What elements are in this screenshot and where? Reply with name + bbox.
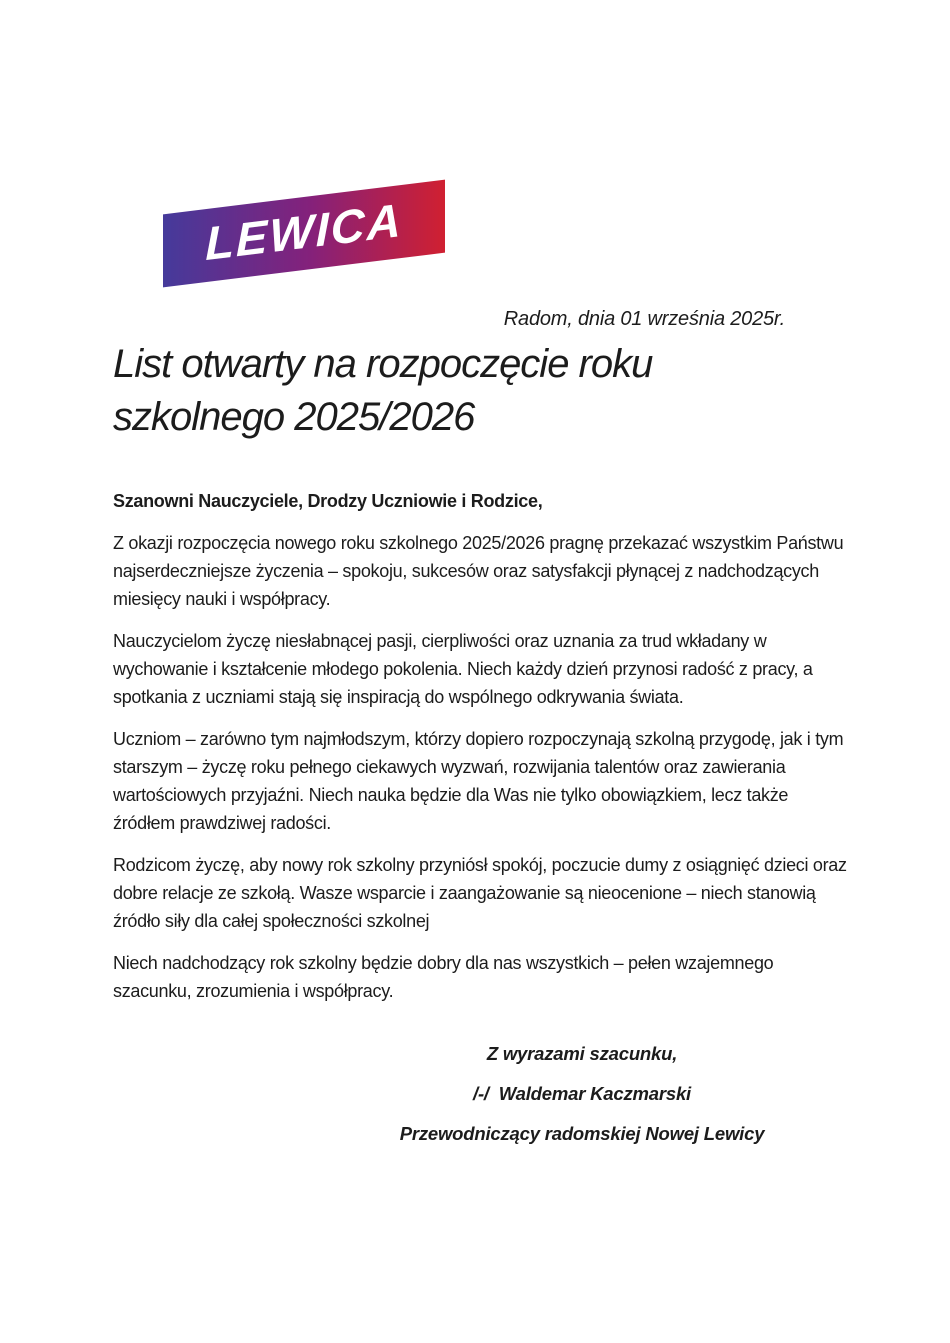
lewica-logo xyxy=(163,180,445,288)
paragraph-1: Z okazji rozpoczęcia nowego roku szkolnego 2025/2026 pragnę przekazać wszystkim Państwu najserdeczniejsze życzenia – spokoju, sukcesów oraz satysfakcji płynącej z nadchodzących miesięcy nauki i współpracy. xyxy=(113,533,844,609)
salutation: Szanowni Nauczyciele, Drodzy Uczniowie i Rodzice, xyxy=(113,491,543,511)
paragraph-5: Niech nadchodzący rok szkolny będzie dobry dla nas wszystkich – pełen wzajemnego szacunku, zrozumienia i współpracy. xyxy=(113,953,774,1001)
paragraph-4: Rodzicom życzę, aby nowy rok szkolny przyniósł spokój, poczucie dumy z osiągnięć dzieci oraz dobre relacje ze szkołą. Wasze wsparcie i zaangażowanie są nieocenione – niech stanowią źródło siły dla całej społeczności szkolnej xyxy=(113,855,847,931)
dateline: Radom, dnia 01 września 2025r. xyxy=(503,308,785,330)
signature-block xyxy=(332,1040,832,1160)
letter-body xyxy=(113,487,850,1019)
lewica-logo-text: LEWICA xyxy=(205,192,403,271)
page-title: List otwarty na rozpoczęcie roku szkolnego 2025/2026 xyxy=(113,342,653,439)
paragraph-3: Uczniom – zarówno tym najmłodszym, którzy dopiero rozpoczynają szkolną przygodę, jak i tym starszym – życzę roku pełnego ciekawych wyzwań, rozwijania talentów oraz zawierania wartościowych przyjaźni. Niech nauka będzie dla Was nie tylko obowiązkiem, lecz także źródłem prawdziwej radości. xyxy=(113,729,844,833)
signature-role: Przewodniczący radomskiej Nowej Lewicy xyxy=(399,1123,765,1144)
paragraph-2: Nauczycielom życzę niesłabnącej pasji, cierpliwości oraz uznania za trud wkładany w wychowanie i kształcenie młodego pokolenia. Niech każdy dzień przynosi radość z pracy, a spotkania z uczniami stają się inspiracją do wspólnego odkrywania świata. xyxy=(113,631,813,707)
closing-line: Z wyrazami szacunku, xyxy=(486,1043,678,1064)
signature-name: /-/ Waldemar Kaczmarski xyxy=(473,1083,691,1104)
